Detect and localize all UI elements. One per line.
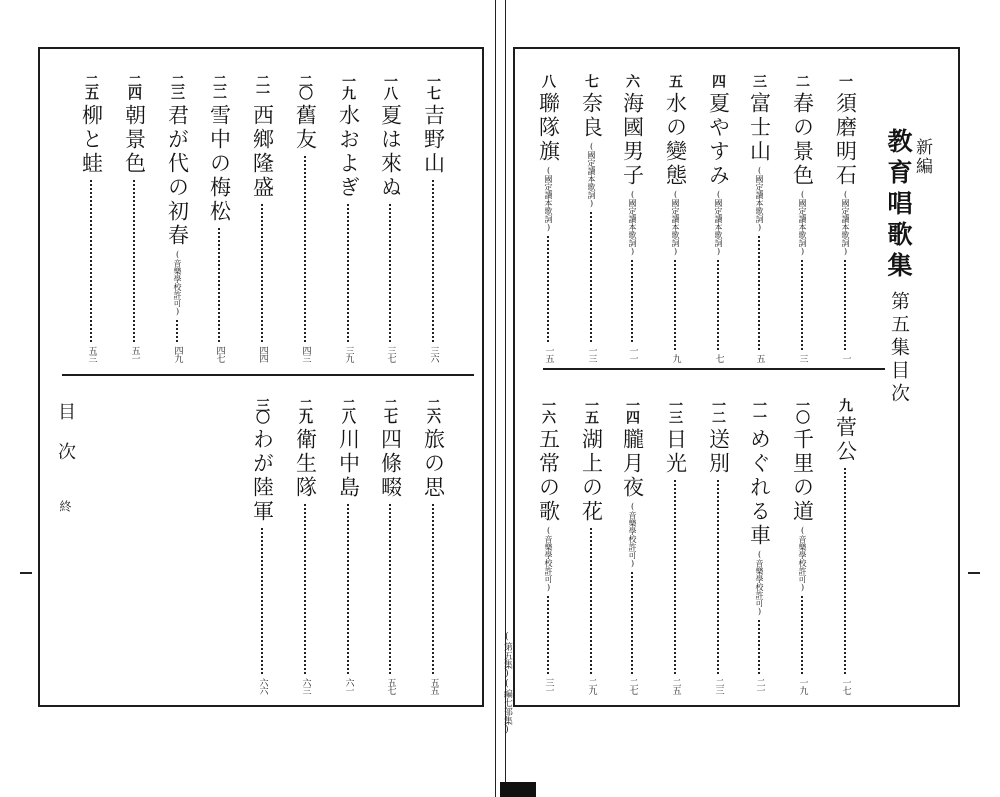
entry-note: (國定讀本歌詞) bbox=[544, 166, 553, 232]
entry-number: 一二 bbox=[710, 398, 726, 422]
toc-entry bbox=[289, 74, 321, 362]
entry-page: 五一 bbox=[129, 346, 140, 362]
entry-page: 三六 bbox=[428, 346, 439, 362]
toc-entry bbox=[532, 398, 564, 694]
entry-page: 六一 bbox=[343, 678, 354, 694]
entry-note: (音樂學校許可) bbox=[544, 526, 553, 592]
toc-entry bbox=[246, 74, 278, 362]
entry-number: 一六 bbox=[540, 398, 556, 422]
toc-entry bbox=[332, 398, 364, 694]
entry-title: 旅の思 bbox=[421, 428, 446, 500]
dot-leader bbox=[347, 504, 349, 674]
dot-leader bbox=[590, 212, 592, 342]
toc-entry bbox=[246, 398, 278, 694]
entry-note: (國定讀本歌詞) bbox=[671, 190, 680, 256]
entry-number: 六 bbox=[624, 74, 640, 86]
entry-title: 湖上の花 bbox=[579, 428, 604, 524]
entry-number: 一七 bbox=[425, 74, 441, 98]
dot-leader bbox=[261, 204, 263, 342]
dot-leader bbox=[674, 260, 676, 350]
entry-number: 一〇 bbox=[794, 398, 810, 422]
toc-entry bbox=[786, 74, 818, 362]
entry-note: (音樂學校許可) bbox=[755, 550, 764, 616]
entry-number: 二五 bbox=[83, 74, 99, 98]
gutter-line-left bbox=[495, 0, 496, 797]
entry-title: 吉野山 bbox=[421, 104, 446, 176]
dot-leader bbox=[674, 480, 676, 674]
end-word: 目次 bbox=[55, 402, 76, 482]
entry-number: 一三 bbox=[667, 398, 683, 422]
dot-leader bbox=[389, 504, 391, 674]
toc-entry bbox=[743, 398, 775, 694]
entry-page: 三一 bbox=[543, 678, 554, 694]
entry-note: (國定讀本歌詞) bbox=[841, 190, 850, 256]
entry-title: 舊友 bbox=[293, 104, 318, 152]
entry-page: 五三 bbox=[86, 346, 97, 362]
dot-leader bbox=[844, 468, 846, 674]
toc-entry bbox=[75, 74, 107, 362]
dot-leader bbox=[218, 228, 220, 342]
entry-page: 二七 bbox=[627, 678, 638, 694]
title-prefix: 新編 bbox=[912, 138, 932, 176]
entry-page: 五五 bbox=[428, 678, 439, 694]
entry-number: 二八 bbox=[340, 398, 356, 422]
left-edge-tick bbox=[20, 572, 32, 574]
title-main: 教育唱歌集 bbox=[884, 128, 913, 283]
entry-title: 君が代の初春 bbox=[165, 104, 190, 248]
entry-title: 千里の道 bbox=[790, 428, 815, 524]
entry-page: 二一 bbox=[754, 678, 765, 694]
toc-entry bbox=[417, 74, 449, 362]
entry-number: 二〇 bbox=[297, 74, 313, 98]
toc-entry bbox=[829, 398, 861, 694]
dot-leader bbox=[631, 572, 633, 674]
book-title bbox=[886, 128, 930, 406]
entry-page: 二三 bbox=[713, 678, 724, 694]
toc-entry bbox=[374, 74, 406, 362]
entry-title: 聯隊旗 bbox=[536, 92, 561, 164]
entry-page: 三七 bbox=[385, 346, 396, 362]
entry-note: (國定讀本歌詞) bbox=[798, 190, 807, 256]
entry-note: (國定讀本歌詞) bbox=[714, 190, 723, 256]
entry-number: 一 bbox=[837, 74, 853, 86]
entry-number: 二四 bbox=[126, 74, 142, 98]
dot-leader bbox=[631, 260, 633, 342]
dot-leader bbox=[547, 596, 549, 674]
toc-entry bbox=[659, 398, 691, 694]
entry-title: 水の變態 bbox=[663, 92, 688, 188]
entry-page: 一三 bbox=[586, 346, 597, 362]
entry-number: 四 bbox=[710, 74, 726, 86]
entry-number: 二 bbox=[794, 74, 810, 86]
entry-note: (國定讀本歌詞) bbox=[755, 166, 764, 232]
toc-entry bbox=[417, 398, 449, 694]
dot-leader bbox=[90, 180, 92, 342]
entry-number: 二九 bbox=[297, 398, 313, 422]
dot-leader bbox=[758, 236, 760, 350]
entry-title: 須磨明石 bbox=[833, 92, 858, 188]
entry-title: わが陸軍 bbox=[250, 428, 275, 524]
right-divider-rule bbox=[543, 368, 885, 370]
entry-page: 六六 bbox=[257, 678, 268, 694]
dot-leader bbox=[133, 180, 135, 342]
toc-end-label bbox=[56, 402, 74, 512]
entry-note: (音樂學校許可) bbox=[173, 250, 182, 316]
entry-title: 水およぎ bbox=[336, 104, 361, 200]
entry-note: (國定讀本歌詞) bbox=[587, 142, 596, 208]
entry-number: 一九 bbox=[340, 74, 356, 98]
entry-title: 奈良 bbox=[579, 92, 604, 140]
binding-block bbox=[500, 782, 536, 797]
entry-page: 二五 bbox=[670, 678, 681, 694]
entry-page: 六三 bbox=[300, 678, 311, 694]
dot-leader bbox=[432, 180, 434, 342]
entry-note: (音樂學校許可) bbox=[798, 526, 807, 592]
entry-title: 菅公 bbox=[833, 416, 858, 464]
toc-entry bbox=[289, 398, 321, 694]
entry-number: 二六 bbox=[425, 398, 441, 422]
dot-leader bbox=[717, 260, 719, 350]
entry-page: 四三 bbox=[300, 346, 311, 362]
dot-leader bbox=[176, 320, 178, 342]
entry-number: 二二 bbox=[211, 74, 227, 98]
dot-leader bbox=[758, 620, 760, 674]
entry-note: (國定讀本歌詞) bbox=[628, 190, 637, 256]
dot-leader bbox=[389, 204, 391, 342]
entry-number: 二一 bbox=[254, 74, 270, 98]
entry-title: 夏やすみ bbox=[706, 92, 731, 188]
toc-entry bbox=[702, 74, 734, 362]
entry-number: 一一 bbox=[751, 398, 767, 422]
dot-leader bbox=[801, 260, 803, 350]
toc-entry bbox=[702, 398, 734, 694]
entry-page: 四九 bbox=[172, 346, 183, 362]
dot-leader bbox=[347, 204, 349, 342]
entry-title: 五常の歌 bbox=[536, 428, 561, 524]
entry-page: 九 bbox=[670, 354, 681, 362]
spine-label: (第五集)(編七部集) bbox=[501, 632, 512, 735]
entry-title: 雪中の梅松 bbox=[207, 104, 232, 224]
toc-entry bbox=[829, 74, 861, 362]
entry-page: 一一 bbox=[627, 346, 638, 362]
right-edge-tick bbox=[968, 572, 980, 574]
entry-title: 柳と蛙 bbox=[79, 104, 104, 176]
entry-title: めぐれる車 bbox=[747, 428, 772, 548]
entry-number: 一四 bbox=[624, 398, 640, 422]
entry-note: (音樂學校許可) bbox=[628, 502, 637, 568]
entry-page: 三 bbox=[797, 354, 808, 362]
entry-number: 九 bbox=[837, 398, 853, 410]
toc-entry bbox=[532, 74, 564, 362]
toc-entry bbox=[616, 74, 648, 362]
toc-entry bbox=[161, 74, 193, 362]
entry-page: 五七 bbox=[385, 678, 396, 694]
entry-number: 一八 bbox=[382, 74, 398, 98]
dot-leader bbox=[590, 528, 592, 674]
dot-leader bbox=[432, 504, 434, 674]
entry-page: 一五 bbox=[543, 346, 554, 362]
dot-leader bbox=[261, 528, 263, 674]
dot-leader bbox=[801, 596, 803, 674]
toc-entry bbox=[203, 74, 235, 362]
entry-page: 五 bbox=[754, 354, 765, 362]
entry-number: 三〇 bbox=[254, 398, 270, 422]
toc-entry bbox=[786, 398, 818, 694]
entry-number: 一五 bbox=[583, 398, 599, 422]
entry-title: 日光 bbox=[663, 428, 688, 476]
entry-title: 朝景色 bbox=[122, 104, 147, 176]
toc-entry bbox=[575, 74, 607, 362]
toc-entry bbox=[616, 398, 648, 694]
entry-number: 五 bbox=[667, 74, 683, 86]
entry-number: 二七 bbox=[382, 398, 398, 422]
entry-title: 川中島 bbox=[336, 428, 361, 500]
entry-page: 七 bbox=[713, 354, 724, 362]
entry-page: 四四 bbox=[257, 346, 268, 362]
toc-entry bbox=[332, 74, 364, 362]
entry-title: 西鄉隆盛 bbox=[250, 104, 275, 200]
entry-page: 一九 bbox=[797, 678, 808, 694]
dot-leader bbox=[844, 260, 846, 350]
entry-page: 三九 bbox=[343, 346, 354, 362]
dot-leader bbox=[304, 156, 306, 342]
toc-entry bbox=[659, 74, 691, 362]
toc-entry bbox=[743, 74, 775, 362]
dot-leader bbox=[547, 236, 549, 342]
entry-number: 七 bbox=[583, 74, 599, 86]
toc-entry bbox=[374, 398, 406, 694]
entry-title: 夏は來ぬ bbox=[378, 104, 403, 200]
entry-number: 二三 bbox=[169, 74, 185, 98]
entry-title: 朧月夜 bbox=[620, 428, 645, 500]
entry-page: 一七 bbox=[840, 678, 851, 694]
entry-title: 送別 bbox=[706, 428, 731, 476]
left-divider-rule bbox=[62, 374, 474, 376]
toc-entry bbox=[575, 398, 607, 694]
entry-page: 二九 bbox=[586, 678, 597, 694]
entry-number: 八 bbox=[540, 74, 556, 86]
entry-title: 衛生隊 bbox=[293, 428, 318, 500]
entry-title: 春の景色 bbox=[790, 92, 815, 188]
end-mark: 終 bbox=[58, 500, 72, 512]
entry-title: 四條畷 bbox=[378, 428, 403, 500]
title-volume: 第五集目次 bbox=[888, 291, 910, 406]
entry-title: 富士山 bbox=[747, 92, 772, 164]
entry-title: 海國男子 bbox=[620, 92, 645, 188]
dot-leader bbox=[304, 504, 306, 674]
entry-page: 一 bbox=[840, 354, 851, 362]
entry-page: 四七 bbox=[214, 346, 225, 362]
dot-leader bbox=[717, 480, 719, 674]
entry-number: 三 bbox=[751, 74, 767, 86]
toc-entry bbox=[118, 74, 150, 362]
